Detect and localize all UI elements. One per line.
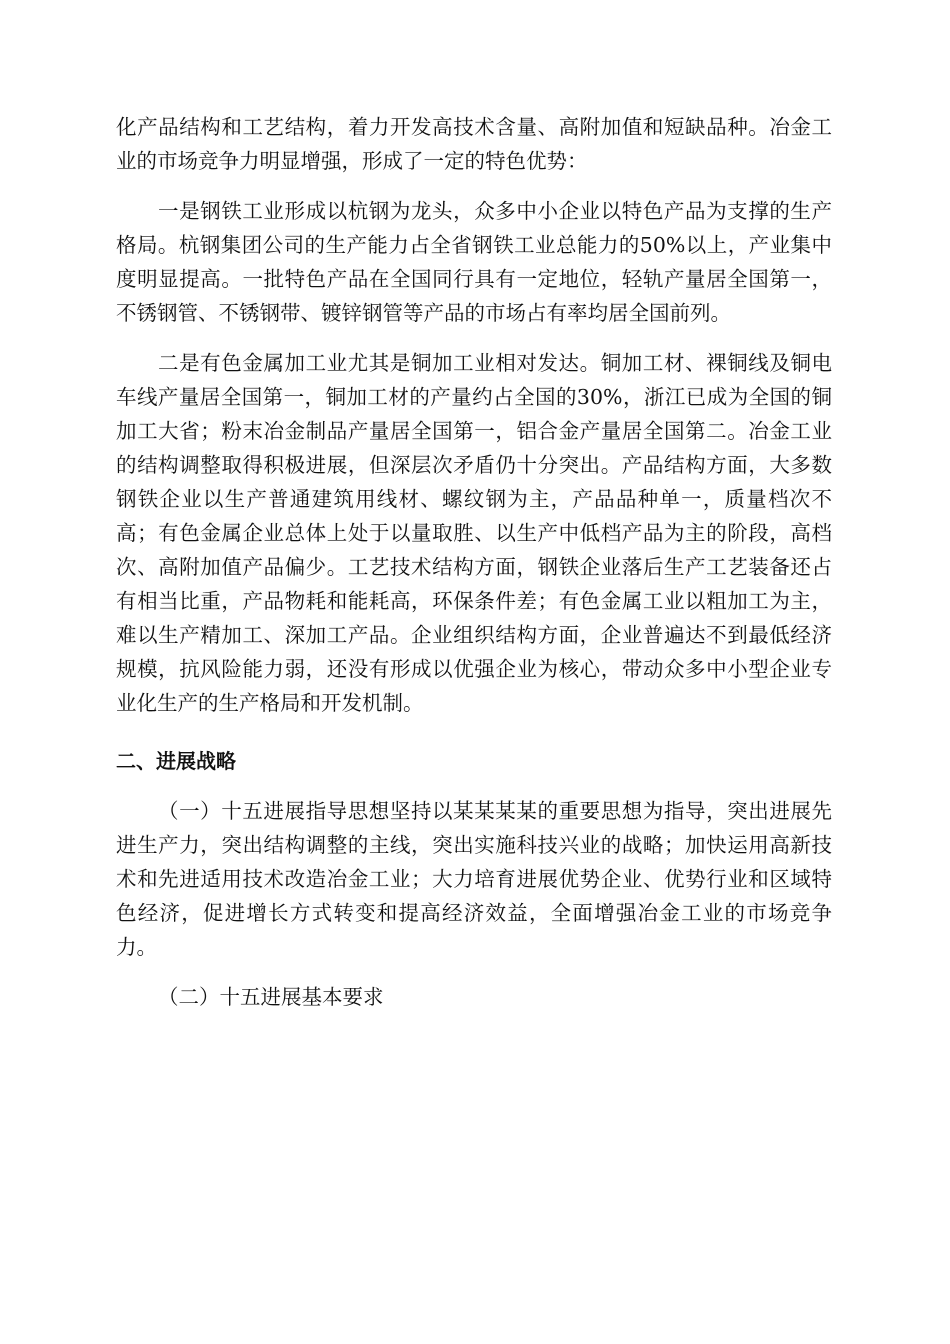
document-page: [116, 110, 832, 1014]
body-paragraph: 一是钢铁工业形成以杭钢为龙头，众多中小企业以特色产品为支撑的生产格局。杭钢集团公司的生产能力占全省钢铁工业总能力的50%以上，产业集中度明显提高。一批特色产品在全国同行具有一定地位，轻轨产量居全国第一，不锈钢管、不锈钢带、镀锌钢管等产品的市场占有率均居全国前列。: [116, 199, 832, 325]
body-paragraph: 化产品结构和工艺结构，着力开发高技术含量、高附加值和短缺品种。冶金工业的市场竞争力明显增强，形成了一定的特色优势：: [116, 115, 832, 173]
subsection-heading: （二）十五进展基本要求: [158, 985, 384, 1009]
section-heading: 二、进展战略: [116, 749, 236, 773]
body-paragraph: 二是有色金属加工业尤其是铜加工业相对发达。铜加工材、裸铜线及铜电车线产量居全国第一，铜加工材的产量约占全国的30%，浙江已成为全国的铜加工大省；粉末冶金制品产量居全国第一，铝合金产量居全国第二。冶金工业的结构调整取得积极进展，但深层次矛盾仍十分突出。产品结构方面，大多数钢铁企业以生产普通建筑用线材、螺纹钢为主，产品品种单一，质量档次不高；有色金属企业总体上处于以量取胜、以生产中低档产品为主的阶段，高档次、高附加值产品偏少。工艺技术结构方面，钢铁企业落后生产工艺装备还占有相当比重，产品物耗和能耗高，环保条件差；有色金属工业以粗加工为主，难以生产精加工、深加工产品。企业组织结构方面，企业普遍达不到最低经济规模，抗风险能力弱，还没有形成以优强企业为核心，带动众多中小型企业专业化生产的生产格局和开发机制。: [116, 351, 832, 715]
body-paragraph: （一）十五进展指导思想坚持以某某某某的重要思想为指导，突出进展先进生产力，突出结构调整的主线，突出实施科技兴业的战略；加快运用高新技术和先进适用技术改造冶金工业；大力培育进展优势企业、优势行业和区域特色经济，促进增长方式转变和提高经济效益，全面增强冶金工业的市场竞争力。: [116, 799, 832, 959]
